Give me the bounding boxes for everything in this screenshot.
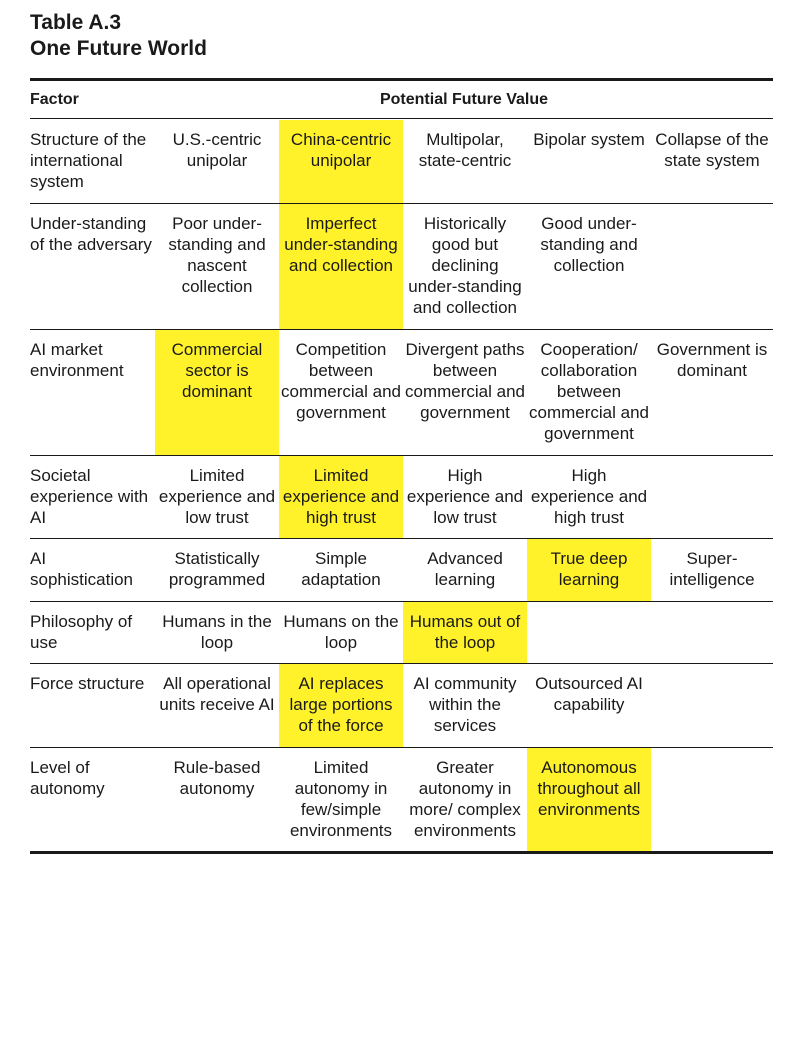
value-cell xyxy=(651,601,773,663)
value-cell-highlighted: Imperfect under-standing and collection xyxy=(279,203,403,329)
value-cell: Poor under-standing and nascent collection xyxy=(155,203,279,329)
value-cell: Advanced learning xyxy=(403,539,527,601)
value-cell xyxy=(651,203,773,329)
factor-cell: AI sophistication xyxy=(30,539,155,601)
factor-cell: Philosophy of use xyxy=(30,601,155,663)
table-row xyxy=(30,747,773,851)
value-cell-highlighted: Limited experience and high trust xyxy=(279,455,403,539)
factor-cell: Under-standing of the adversary xyxy=(30,203,155,329)
future-values-table xyxy=(30,120,773,851)
table-caption: One Future World xyxy=(30,37,207,60)
value-cell: Outsourced AI capability xyxy=(527,664,651,748)
table-row xyxy=(30,203,773,329)
value-cell: Limited autonomy in few/simple environments xyxy=(279,747,403,851)
value-cell: Statistically programmed xyxy=(155,539,279,601)
value-cell: AI community within the services xyxy=(403,664,527,748)
value-cell: Greater autonomy in more/ complex environments xyxy=(403,747,527,851)
value-cell: U.S.-centric unipolar xyxy=(172,130,262,171)
value-cell: Humans on the loop xyxy=(279,601,403,663)
value-cell: Good under-standing and collection xyxy=(527,203,651,329)
table-number: Table A.3 xyxy=(30,11,122,34)
value-cell: Super-intelligence xyxy=(651,539,773,601)
factor-cell: Societal experience with AI xyxy=(30,455,155,539)
value-cell xyxy=(527,601,651,663)
value-cell: Historically good but declining under-standing and collection xyxy=(403,203,527,329)
value-cell: Competition between commercial and government xyxy=(279,329,403,455)
value-cell xyxy=(651,747,773,851)
value-cell-highlighted: Commercial sector is dominant xyxy=(155,329,279,455)
value-cell: All operational units receive AI xyxy=(155,664,279,748)
table-row xyxy=(30,120,773,203)
header-factor: Factor xyxy=(30,91,79,108)
bottom-rule xyxy=(30,851,773,854)
value-cell: Simple adaptation xyxy=(279,539,403,601)
factor-cell: Level of autonomy xyxy=(30,747,155,851)
table-title xyxy=(30,10,207,62)
value-cell: Limited experience and low trust xyxy=(155,455,279,539)
table-row xyxy=(30,455,773,539)
top-rule xyxy=(30,78,773,81)
value-cell-highlighted: Autonomous throughout all environments xyxy=(527,747,651,851)
value-cell-highlighted: AI replaces large portions of the force xyxy=(279,664,403,748)
value-cell-highlighted: True deep learning xyxy=(527,539,651,601)
value-cell: Government is dominant xyxy=(651,329,773,455)
factor-cell: AI market environment xyxy=(30,329,155,455)
value-cell: Collapse of the state system xyxy=(655,130,769,171)
header-rule xyxy=(30,118,773,119)
value-cell: Divergent paths between commercial and government xyxy=(403,329,527,455)
table-row xyxy=(30,329,773,455)
value-cell: Humans in the loop xyxy=(155,601,279,663)
value-cell: Rule-based autonomy xyxy=(155,747,279,851)
value-cell: Bipolar system xyxy=(533,130,645,149)
factor-cell: Force structure xyxy=(30,664,155,748)
table-row xyxy=(30,539,773,601)
value-cell: Multipolar, state-centric xyxy=(418,130,512,171)
value-cell: Cooperation/ collaboration between commercial and government xyxy=(527,329,651,455)
value-cell: High experience and low trust xyxy=(403,455,527,539)
value-cell: High experience and high trust xyxy=(527,455,651,539)
factor-cell: Structure of the international system xyxy=(30,130,147,192)
value-cell-highlighted: Humans out of the loop xyxy=(403,601,527,663)
table-row xyxy=(30,664,773,748)
value-cell xyxy=(651,455,773,539)
table-row xyxy=(30,601,773,663)
value-cell-highlighted: China-centric unipolar xyxy=(279,120,403,203)
value-cell xyxy=(651,664,773,748)
header-potential-future-value: Potential Future Value xyxy=(379,91,549,108)
